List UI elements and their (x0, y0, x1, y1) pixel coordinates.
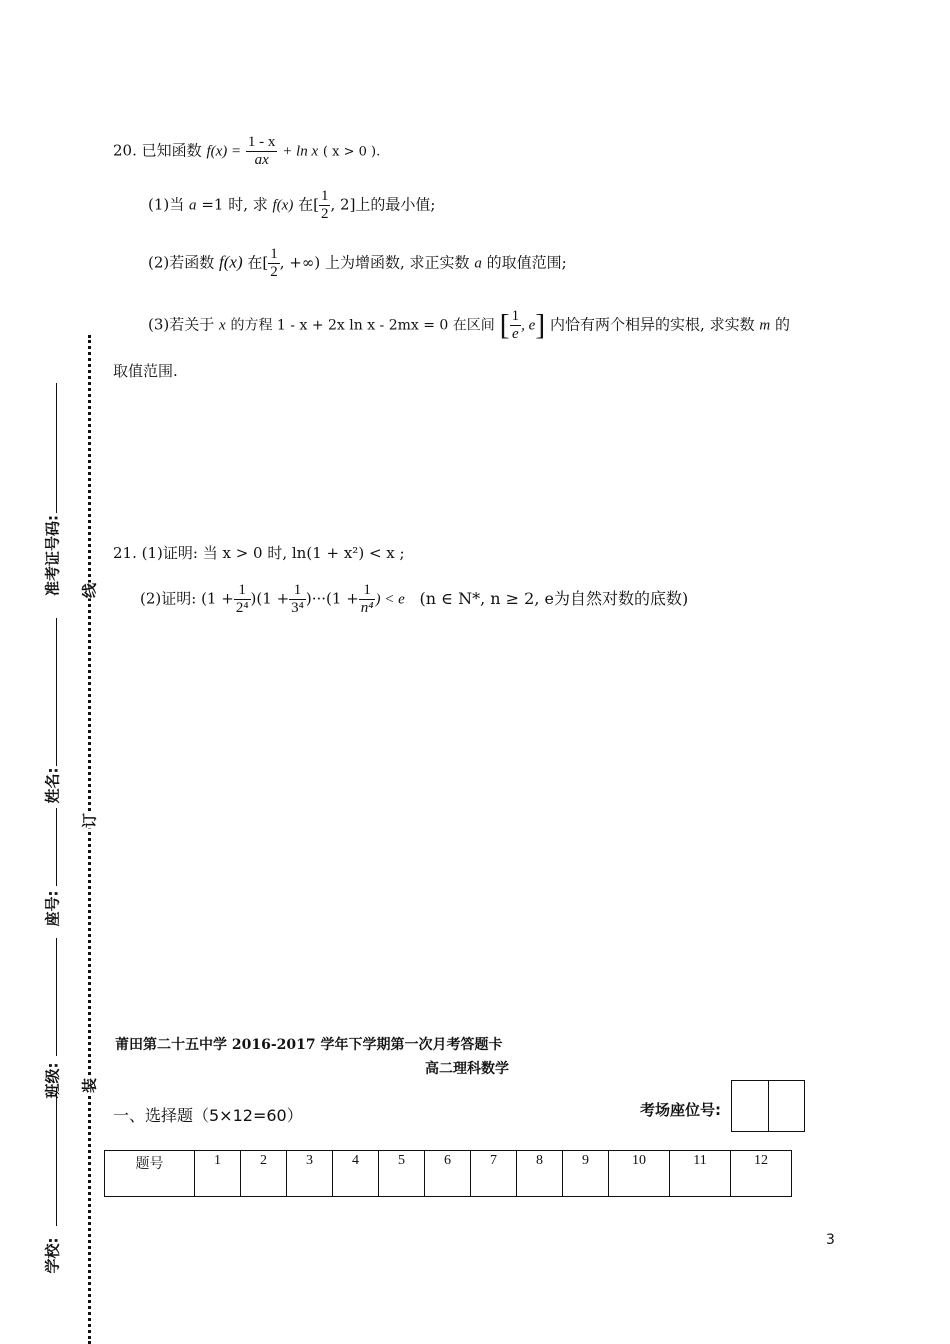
table-header-cell: 2 (241, 1151, 287, 1197)
q20-p1-in: 在[ (298, 195, 319, 214)
table-header-cell: 11 (670, 1151, 731, 1197)
q20-part1 (148, 188, 435, 223)
underline-zhunkao (56, 383, 57, 513)
q20-p3-de: 的 (774, 315, 790, 334)
q20-p2-in: 在[ (247, 253, 269, 272)
q21-f3-den: n⁴ (360, 600, 374, 616)
underline-banji (56, 938, 57, 1056)
label-banji: 班级: (43, 1062, 62, 1099)
seat-box-divider (768, 1081, 769, 1131)
q20-p3-rest: 内恰有两个相异的实根, 求实数 (550, 315, 755, 334)
q21-f1-den: 2⁴ (235, 600, 249, 616)
q20-p2-tail: 的取值范围; (486, 253, 567, 272)
answer-card-title: 莆田第二十五中学 2016-2017 学年下学期第一次月考答题卡 (115, 1037, 503, 1053)
table-header-cell: 10 (609, 1151, 670, 1197)
q20-frac-den: ax (246, 151, 278, 169)
q21-number: 21. (113, 544, 137, 562)
underline-xuexiao (56, 1088, 57, 1226)
q20-p1-eq: =1 时, 求 (201, 195, 268, 214)
q20-part3-line2: 取值范围. (113, 362, 178, 380)
table-header-cell: 9 (563, 1151, 609, 1197)
q20-p3-frac (510, 308, 522, 343)
q20-p1-half-num: 1 (320, 188, 329, 204)
q21-tail: ) < e (375, 591, 405, 608)
binding-char-ding: 订 (80, 813, 99, 829)
q21-f1-num: 1 (238, 582, 246, 598)
page-number: 3 (826, 1232, 835, 1248)
q20-p3-e: , e (521, 317, 536, 334)
seat-label: 考场座位号: (640, 1101, 721, 1119)
q20-fx: f(x) = (206, 143, 242, 160)
table-header-cell: 5 (379, 1151, 425, 1197)
q20-p2-rest: , +∞) 上为增函数, 求正实数 (279, 253, 470, 272)
q20-frac-num: 1 - x (247, 134, 276, 150)
q21-frac1 (234, 582, 251, 617)
answer-card-subtitle: 高二理科数学 (425, 1061, 509, 1077)
table-header-cell: 1 (195, 1151, 241, 1197)
binding-char-xian: 线 (80, 583, 99, 599)
q21-mid1: )(1 + (250, 589, 290, 608)
table-header-cell: 3 (287, 1151, 333, 1197)
q20-p3-frac-num: 1 (511, 308, 520, 324)
underline-xingming (56, 618, 57, 766)
q20-domain: ( x > 0 ). (322, 144, 381, 160)
q21-part1 (113, 542, 405, 563)
table-header-cell: 7 (471, 1151, 517, 1197)
label-xuexiao: 学校: (43, 1237, 62, 1274)
table-header-cell: 8 (517, 1151, 563, 1197)
q20-part2 (148, 246, 567, 281)
q20-intro: 已知函数 (141, 141, 202, 160)
q20-p1-half-den: 2 (320, 206, 329, 222)
q20-p3-prefix: (3)若关于 (148, 315, 215, 334)
q20-p1-prefix: (1)当 (148, 195, 185, 214)
q20-p3-eqn: 的方程 1 - x + 2x ln x - 2mx = 0 在区间 (230, 317, 495, 334)
q20-stem (113, 134, 380, 169)
answer-table (104, 1150, 792, 1197)
q20-number: 20. (113, 141, 137, 160)
binding-dotted-line (88, 335, 91, 1344)
table-row (105, 1151, 792, 1197)
q21-f3-num: 1 (363, 582, 371, 598)
q20-ln: + ln x (282, 143, 319, 160)
q21-part2 (140, 582, 688, 617)
q20-p2-half (268, 246, 280, 281)
seat-number-box[interactable] (731, 1080, 805, 1132)
q20-p1-half (319, 188, 331, 223)
q20-p1-a: a (189, 197, 197, 214)
table-header-cell: 6 (425, 1151, 471, 1197)
q21-frac2 (289, 582, 306, 617)
q20-p2-half-den: 2 (270, 264, 278, 280)
q20-p3-lbracket: [ (499, 308, 510, 342)
q20-fraction (246, 134, 278, 169)
q21-f2-num: 1 (293, 582, 302, 598)
q20-p1-fx: f(x) (272, 197, 294, 214)
q20-p3-frac-den: e (510, 325, 522, 343)
q21-f2-den: 3⁴ (291, 600, 304, 616)
table-header-cell: 12 (731, 1151, 792, 1197)
q20-p2-prefix: (2)若函数 (148, 253, 215, 272)
q20-p3-rbracket: ] (535, 308, 546, 342)
label-zuohao: 座号: (43, 890, 62, 927)
q21-p1-text: (1)证明: 当 x > 0 时, ln(1 + x²) < x ; (141, 544, 405, 562)
q20-part3 (148, 308, 790, 343)
q21-frac3 (359, 582, 376, 617)
q21-p2-prefix: (2)证明: (1 + (140, 589, 234, 608)
table-header-cell: 题号 (105, 1151, 195, 1197)
q20-p2-a: a (474, 255, 482, 272)
q21-mid2: )···(1 + (305, 589, 359, 608)
q20-p2-half-num: 1 (270, 246, 278, 262)
label-zhunkao: 准考证号码: (43, 515, 62, 596)
table-header-cell: 4 (333, 1151, 379, 1197)
q20-p3-m: m (759, 317, 771, 334)
q20-p2-fx: f(x) (219, 252, 243, 272)
underline-zuohao (56, 808, 57, 886)
label-xingming: 姓名: (43, 767, 62, 804)
q21-cond: (n ∈ N*, n ≥ 2, e为自然对数的底数) (419, 588, 689, 608)
section-title: 一、选择题（5×12=60） (113, 1106, 303, 1125)
q20-p3-x: x (219, 317, 226, 334)
binding-char-zhuang: 装 (80, 1078, 99, 1094)
q20-p1-rest: , 2]上的最小值; (330, 195, 436, 214)
